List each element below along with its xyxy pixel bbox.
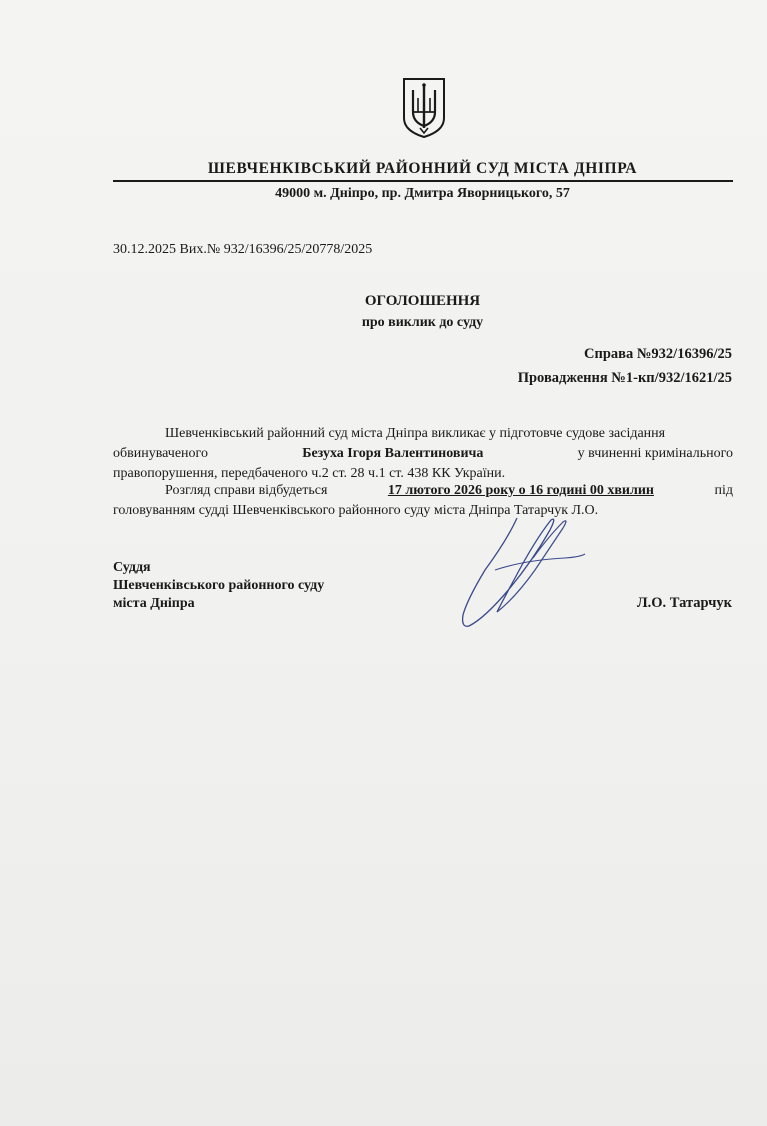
judge-name: Л.О. Татарчук	[636, 595, 732, 611]
handwritten-signature	[455, 500, 595, 640]
paragraph-line: головуванням судді Шевченківського районного суду міста Дніпра Татарчук Л.О.	[113, 503, 599, 518]
paragraph-line: правопорушення, передбаченого ч.2 ст. 28 ч.1 ст. 438 КК України.	[113, 466, 506, 481]
summons-paragraph	[113, 424, 733, 484]
proceeding-number: Провадження №1-кп/932/1621/25	[517, 370, 732, 386]
paragraph-line	[113, 481, 733, 501]
judge-title-line: Суддя	[113, 560, 151, 575]
court-name: ШЕВЧЕНКІВСЬКИЙ РАЙОННИЙ СУД МІСТА ДНІПРА	[207, 160, 638, 177]
accused-name: Безуха Ігоря Валентиновича	[302, 446, 484, 461]
paragraph-line	[113, 444, 733, 464]
accused-label: обвинуваченого	[113, 446, 208, 461]
header-divider	[113, 180, 733, 182]
judge-title	[113, 559, 324, 613]
notice-title: ОГОЛОШЕННЯ	[364, 293, 481, 309]
judge-title-line: міста Дніпра	[113, 596, 195, 611]
judge-title-line: Шевченківського районного суду	[113, 578, 325, 593]
court-address: 49000 м. Дніпро, пр. Дмитра Яворницького, 57	[275, 186, 570, 201]
hearing-date: 17 лютого 2026 року о 16 годині 00 хвилин	[387, 483, 654, 498]
outgoing-number: 30.12.2025 Вих.№ 932/16396/25/20778/2025	[113, 242, 373, 257]
case-number: Справа №932/16396/25	[584, 346, 732, 362]
hearing-tail: під	[714, 483, 733, 498]
hearing-intro: Розгляд справи відбудеться	[165, 483, 328, 498]
hearing-paragraph	[113, 481, 733, 521]
notice-subtitle: про виклик до суду	[361, 315, 484, 330]
coat-of-arms-icon	[401, 76, 447, 140]
paragraph-line: Шевченківський районний суд міста Дніпра викликає у підготовче судове засідання	[165, 426, 666, 441]
charge-intro: у вчиненні кримінального	[577, 446, 733, 461]
